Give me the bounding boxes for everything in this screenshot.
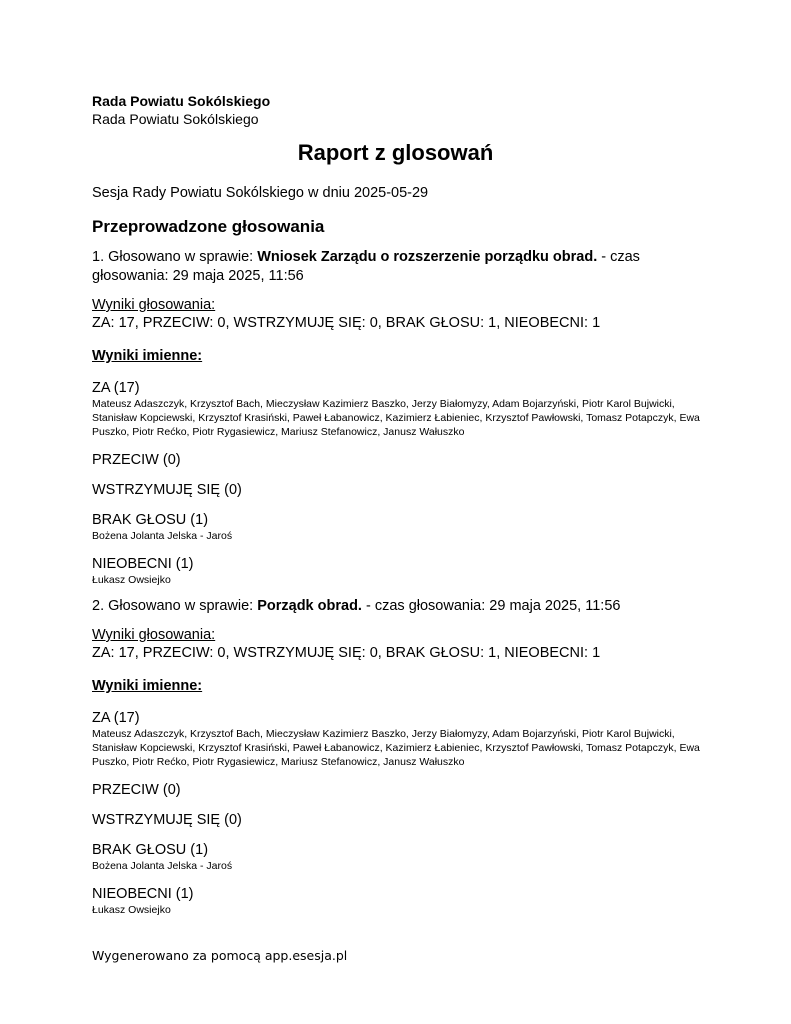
group-names: Mateusz Adaszczyk, Krzysztof Bach, Mieczysław Kazimierz Baszko, Jerzy Białomyzy, Adam Bojarzyński, Piotr Karol Bujwicki, Stanisław Kopciewski, Krzysztof Krasiński, Paweł Łabanowicz, Kazimierz Łabieniec, Krzysztof Pawłowski, Tomasz Potapczyk, Ewa Puszko, Piotr Rećko, Piotr Rygasiewicz, Mariusz Stefanowicz, Janusz Wałuszko [92, 398, 700, 438]
group-names: Łukasz Owsiejko [92, 574, 171, 586]
vote-prefix: 2. Głosowano w sprawie: [92, 598, 258, 614]
group-names: Mateusz Adaszczyk, Krzysztof Bach, Mieczysław Kazimierz Baszko, Jerzy Białomyzy, Adam Bojarzyński, Piotr Karol Bujwicki, Stanisław Kopciewski, Krzysztof Krasiński, Paweł Łabanowicz, Kazimierz Łabieniec, Krzysztof Pawłowski, Tomasz Potapczyk, Ewa Puszko, Piotr Rećko, Piotr Rygasiewicz, Mariusz Stefanowicz, Janusz Wałuszko [92, 728, 700, 768]
organization-name: Rada Powiatu Sokólskiego [92, 111, 259, 127]
report-title: Raport z glosowań [297, 140, 494, 165]
results-label: Wyniki głosowania: [92, 627, 216, 643]
vote-time: - czas głosowania: 29 maja 2025, 11:56 [92, 249, 640, 284]
vote-item [92, 248, 712, 587]
vote-group-za [92, 709, 712, 769]
named-results-label: Wyniki imienne: [92, 348, 203, 364]
vote-group-nieobecni [92, 885, 712, 917]
vote-heading [92, 597, 712, 616]
group-names: Bożena Jolanta Jelska - Jaroś [92, 530, 233, 542]
session-info: Sesja Rady Powiatu Sokólskiego w dniu 2025-05-29 [92, 185, 429, 201]
vote-group-przeciw [92, 781, 712, 799]
vote-group-brak-glosu [92, 841, 712, 873]
results-summary: ZA: 17, PRZECIW: 0, WSTRZYMUJĘ SIĘ: 0, BRAK GŁOSU: 1, NIEOBECNI: 1 [92, 315, 601, 331]
vote-subject: Wniosek Zarządu o rozszerzenie porządku obrad. [257, 249, 598, 265]
vote-time: - czas głosowania: 29 maja 2025, 11:56 [361, 598, 621, 614]
group-title: ZA (17) [92, 710, 140, 726]
named-results-label: Wyniki imienne: [92, 678, 203, 694]
group-title: BRAK GŁOSU (1) [92, 512, 209, 528]
section-title: Przeprowadzone głosowania [92, 217, 325, 236]
group-title: PRZECIW (0) [92, 452, 181, 468]
group-names: Bożena Jolanta Jelska - Jaroś [92, 860, 233, 872]
results-summary: ZA: 17, PRZECIW: 0, WSTRZYMUJĘ SIĘ: 0, BRAK GŁOSU: 1, NIEOBECNI: 1 [92, 645, 601, 661]
vote-group-za [92, 379, 712, 439]
organization-name-bold: Rada Powiatu Sokólskiego [92, 93, 271, 109]
group-title: ZA (17) [92, 380, 140, 396]
group-title: WSTRZYMUJĘ SIĘ (0) [92, 482, 242, 498]
footer-generated-by: Wygenerowano za pomocą app.esesja.pl [92, 948, 348, 963]
vote-group-przeciw [92, 451, 712, 469]
vote-group-brak-glosu [92, 511, 712, 543]
vote-group-nieobecni [92, 555, 712, 587]
group-title: NIEOBECNI (1) [92, 886, 194, 902]
vote-subject: Porządk obrad. [257, 598, 362, 614]
group-names: Łukasz Owsiejko [92, 904, 171, 916]
vote-heading [92, 248, 712, 286]
group-title: BRAK GŁOSU (1) [92, 842, 209, 858]
vote-prefix: 1. Głosowano w sprawie: [92, 249, 258, 265]
group-title: PRZECIW (0) [92, 782, 181, 798]
report-page [92, 92, 712, 917]
vote-group-wstrzymuje [92, 811, 712, 829]
vote-group-wstrzymuje [92, 481, 712, 499]
group-title: WSTRZYMUJĘ SIĘ (0) [92, 812, 242, 828]
vote-item [92, 597, 712, 917]
results-label: Wyniki głosowania: [92, 297, 216, 313]
group-title: NIEOBECNI (1) [92, 556, 194, 572]
